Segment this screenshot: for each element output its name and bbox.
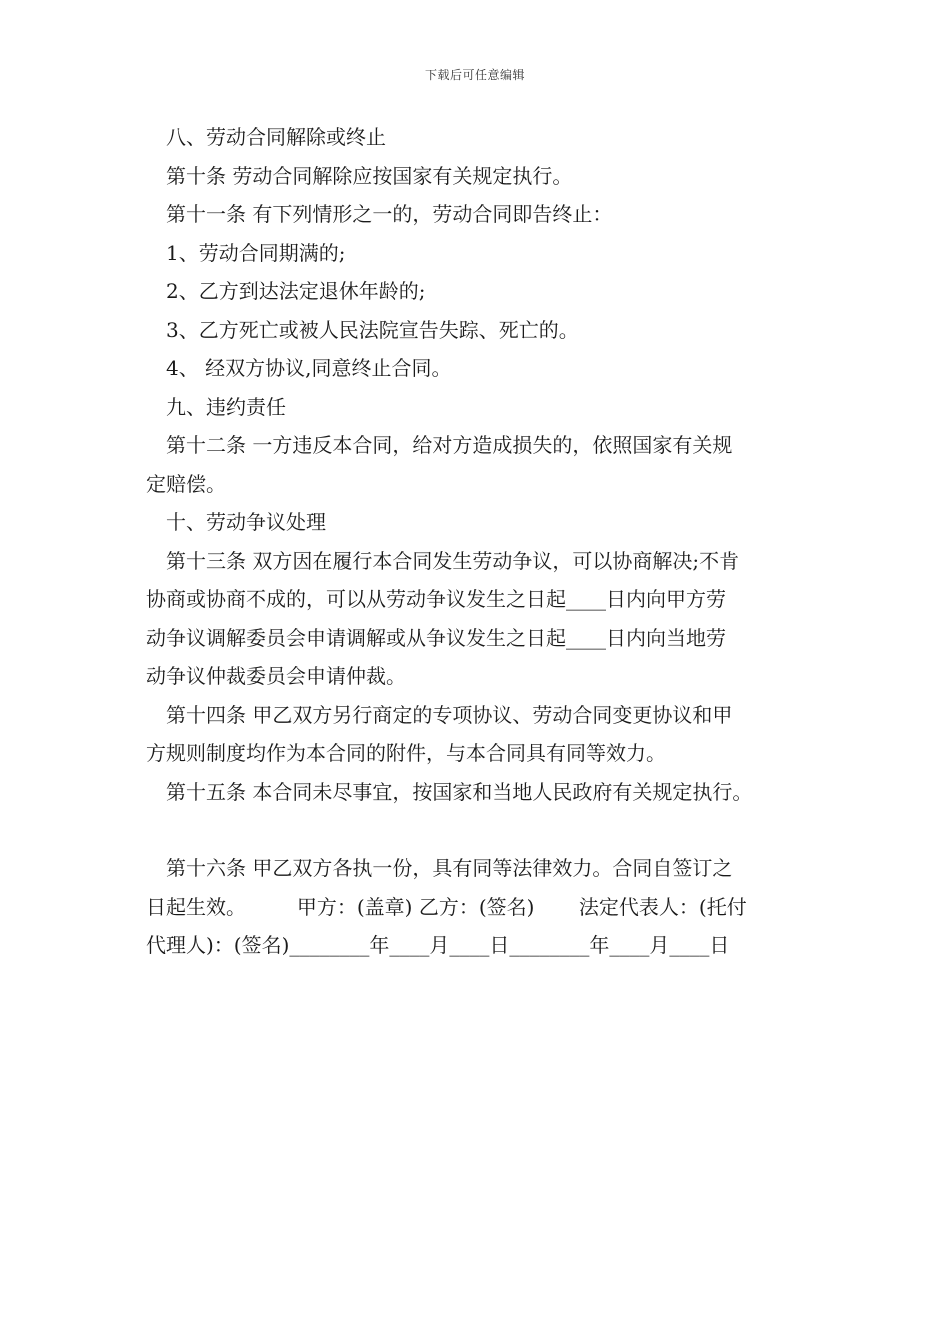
blank-line bbox=[146, 811, 826, 849]
article-13-line-2: 协商或协商不成的，可以从劳动争议发生之日起____日内向甲方劳 bbox=[146, 587, 726, 611]
article-13-line-4: 动争议仲裁委员会申请仲裁。 bbox=[146, 664, 406, 688]
article-10: 第十条 劳动合同解除应按国家有关规定执行。 bbox=[166, 163, 573, 188]
article-15: 第十五条 本合同未尽事宜，按国家和当地人民政府有关规定执行。 bbox=[166, 779, 753, 804]
section-title-termination: 八、劳动合同解除或终止 bbox=[166, 125, 386, 149]
section-title-liability: 九、违约责任 bbox=[166, 394, 286, 419]
list-item: 3、乙方死亡或被人民法院宣告失踪、死亡的。 bbox=[166, 317, 579, 342]
document-body bbox=[146, 118, 826, 965]
article-16-line-1: 第十六条 甲乙双方各执一份，具有同等法律效力。合同自签订之 bbox=[166, 856, 733, 880]
list-item: 1、劳动合同期满的; bbox=[166, 240, 346, 265]
page-header: 下载后可任意编辑 bbox=[424, 68, 525, 82]
article-12-line-2: 定赔偿。 bbox=[146, 471, 226, 496]
section-title-dispute: 十、劳动争议处理 bbox=[166, 510, 326, 534]
article-14-line-2: 方规则制度均作为本合同的附件，与本合同具有同等效力。 bbox=[146, 741, 666, 765]
article-14-line-1: 第十四条 甲乙双方另行商定的专项协议、劳动合同变更协议和甲 bbox=[166, 702, 733, 727]
article-16-line-2: 日起生效。 甲方：(盖章) 乙方：(签名) 法定代表人：(托付 bbox=[146, 894, 747, 919]
article-12-line-1: 第十二条 一方违反本合同，给对方造成损失的，依照国家有关规 bbox=[166, 433, 733, 457]
article-11: 第十一条 有下列情形之一的，劳动合同即告终止： bbox=[166, 202, 613, 226]
list-item: 4、 经双方协议,同意终止合同。 bbox=[166, 356, 452, 380]
signature-line: 代理人)：(签名)________年____月____日________年____月____日 bbox=[146, 933, 730, 957]
article-13-line-1: 第十三条 双方因在履行本合同发生劳动争议，可以协商解决;不肯 bbox=[166, 548, 740, 573]
list-item: 2、乙方到达法定退休年龄的; bbox=[166, 279, 426, 303]
article-13-line-3: 动争议调解委员会申请调解或从争议发生之日起____日内向当地劳 bbox=[146, 625, 726, 650]
